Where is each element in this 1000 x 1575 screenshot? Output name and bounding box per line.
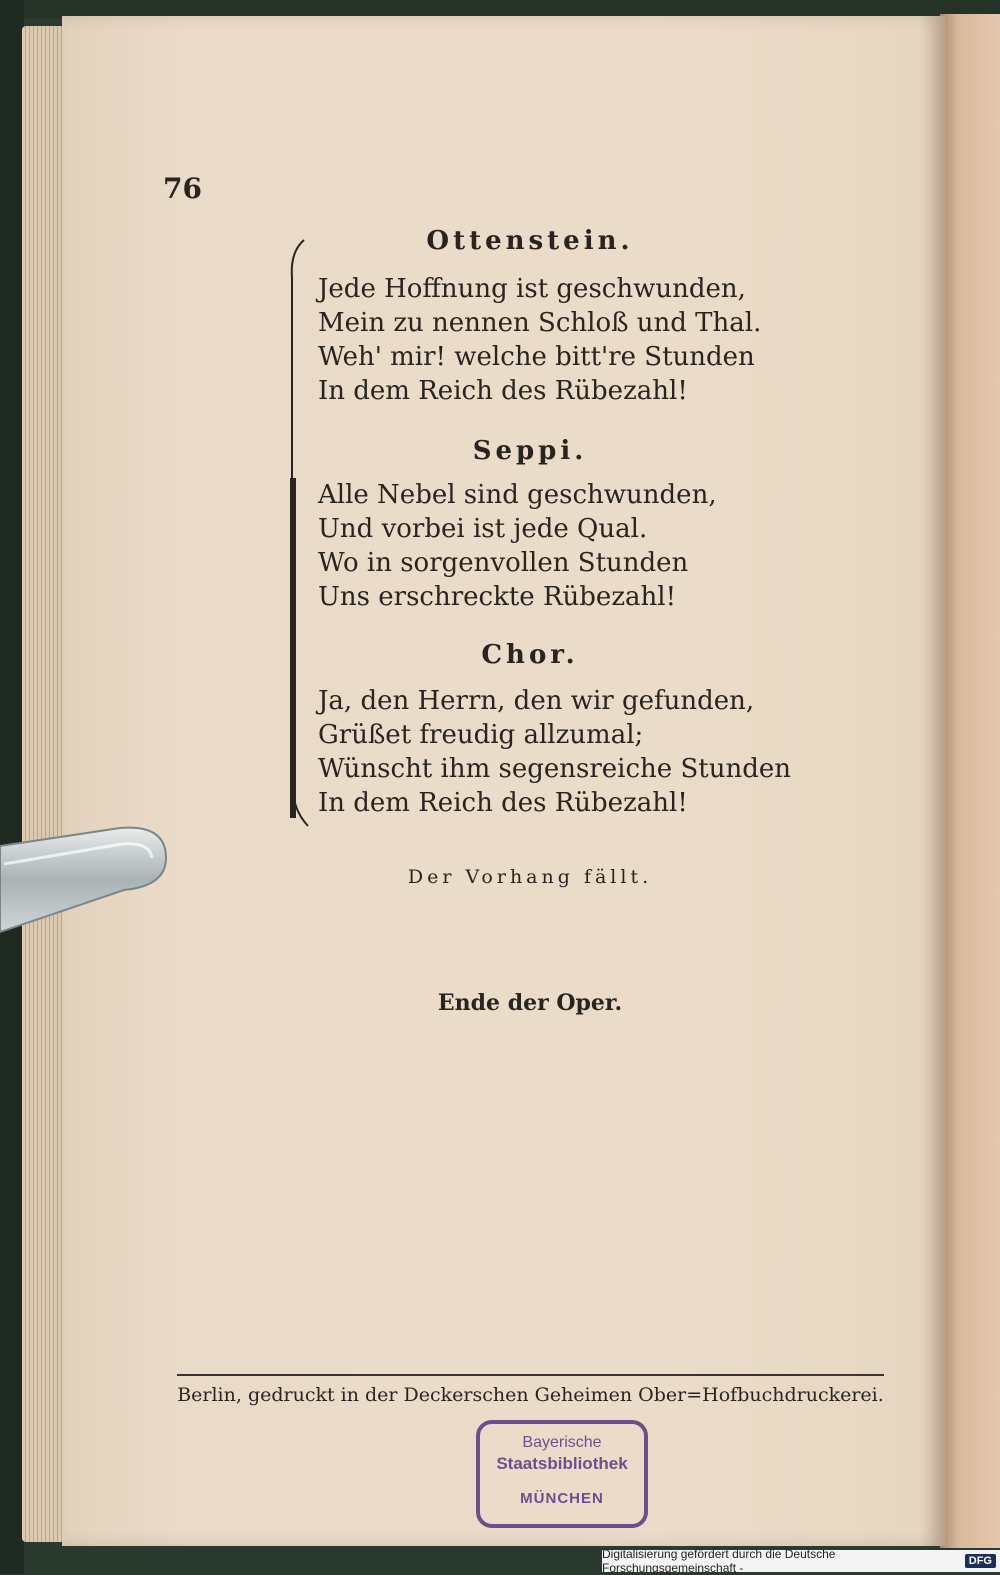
library-stamp xyxy=(476,1420,648,1528)
verse-line: Ja, den Herrn, den wir gefunden, xyxy=(318,686,755,716)
verse-line: Mein zu nennen Schloß und Thal. xyxy=(318,308,762,338)
scan-background-left xyxy=(0,0,24,1574)
footer-rule xyxy=(177,1374,884,1376)
verse-seppi xyxy=(318,478,798,614)
verse-line: Wünscht ihm segensreiche Stunden xyxy=(318,754,791,784)
verse-line: Weh' mir! welche bitt're Stunden xyxy=(318,342,755,372)
end-of-opera: Ende der Oper. xyxy=(437,990,623,1016)
footer-text: Digitalisierung gefördert durch die Deutsche Forschungsgemeinschaft - xyxy=(602,1547,836,1575)
verse-ottenstein xyxy=(318,272,798,408)
verse-line: In dem Reich des Rübezahl! xyxy=(318,788,688,818)
verse-chor xyxy=(318,684,798,820)
verse-line: Alle Nebel sind geschwunden, xyxy=(318,480,717,510)
stage-direction: Der Vorhang fällt. xyxy=(407,866,653,888)
printer-imprint: Berlin, gedruckt in der Deckerschen Geheimen Ober=Hofbuchdruckerei. xyxy=(177,1384,884,1406)
page-number: 76 xyxy=(163,172,202,205)
verse-brace xyxy=(282,238,312,828)
verse-line: Jede Hoffnung ist geschwunden, xyxy=(318,274,746,304)
speaker-ottenstein: Ottenstein. xyxy=(426,226,634,256)
speaker-chor: Chor. xyxy=(481,640,579,670)
verse-line: Wo in sorgenvollen Stunden xyxy=(318,548,689,578)
dfg-logo: DFG xyxy=(965,1554,996,1568)
stamp-line-3: MÜNCHEN xyxy=(520,1490,604,1507)
digitization-footer xyxy=(602,1547,1000,1575)
stamp-line-1: Bayerische xyxy=(522,1434,602,1451)
stamp-line-2: Staatsbibliothek xyxy=(496,1454,628,1473)
speaker-seppi: Seppi. xyxy=(472,436,588,466)
gutter-shadow xyxy=(920,16,946,1546)
verse-line: In dem Reich des Rübezahl! xyxy=(318,376,688,406)
bookmark-clip xyxy=(0,824,168,934)
verse-line: Grüßet freudig allzumal; xyxy=(318,720,644,750)
facing-page-edge xyxy=(940,14,1000,1548)
verse-line: Uns erschreckte Rübezahl! xyxy=(318,582,677,612)
verse-line: Und vorbei ist jede Qual. xyxy=(318,514,648,544)
